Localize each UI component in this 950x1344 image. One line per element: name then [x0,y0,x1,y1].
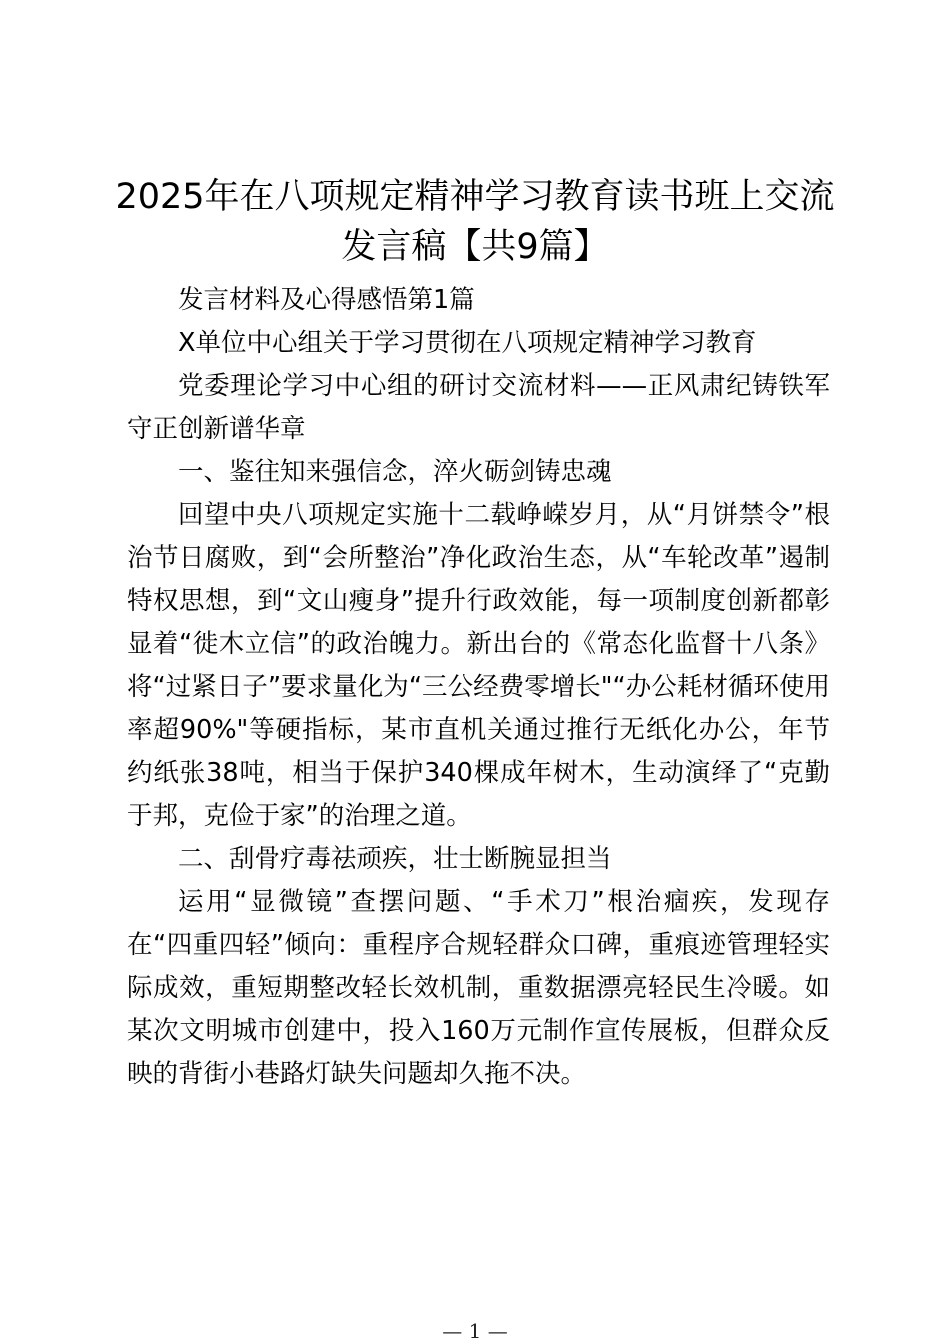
heading-section-two: 二、刮骨疗毒祛顽疾，壮士断腕显担当 [178,844,612,874]
heading-section-one: 一、鉴往知来强信念，淬火砺剑铸忠魂 [178,457,612,487]
paragraph-section-one: 回望中央八项规定实施十二载峥嵘岁月，从“月饼禁令”根治节日腐败，到“会所整治”净化政治生态，从“车轮改革”遏制特权思想，到“文山瘦身”提升行政效能，每一项制度创新都彰显着“徙木立信”的政治魄力。新出台的《常态化监督十八条》将“过紧日子”要求量化为“三公经费零增长"“办公耗材循环使用率超90%"等硬指标，某市直机关通过推行无纸化办公，年节约纸张38吨，相当于保护340棵成年树木，生动演绎了“克勤于邦，克俭于家”的治理之道。 [127,500,830,831]
page-number: — 1 — [442,1319,508,1343]
section-heading-part-1: 发言材料及心得感悟第1篇 [178,285,475,315]
subtitle-unit-topic: X单位中心组关于学习贯彻在八项规定精神学习教育 [178,328,757,358]
document-body [127,279,830,1096]
subtitle-material-title: 党委理论学习中心组的研讨交流材料——正风肃纪铸铁军守正创新谱华章 [127,371,830,444]
paragraph-section-two: 运用“显微镜”查摆问题、“手术刀”根治痼疾，发现存在“四重四轻”倾向：重程序合规轻群众口碑，重痕迹管理轻实际成效，重短期整改轻长效机制，重数据漂亮轻民生冷暖。如某次文明城市创建中，投入160万元制作宣传展板，但群众反映的背街小巷路灯缺失问题却久拖不决。 [127,887,830,1089]
document-title: 2025年在八项规定精神学习教育读书班上交流发言稿【共9篇】 [115,177,835,267]
